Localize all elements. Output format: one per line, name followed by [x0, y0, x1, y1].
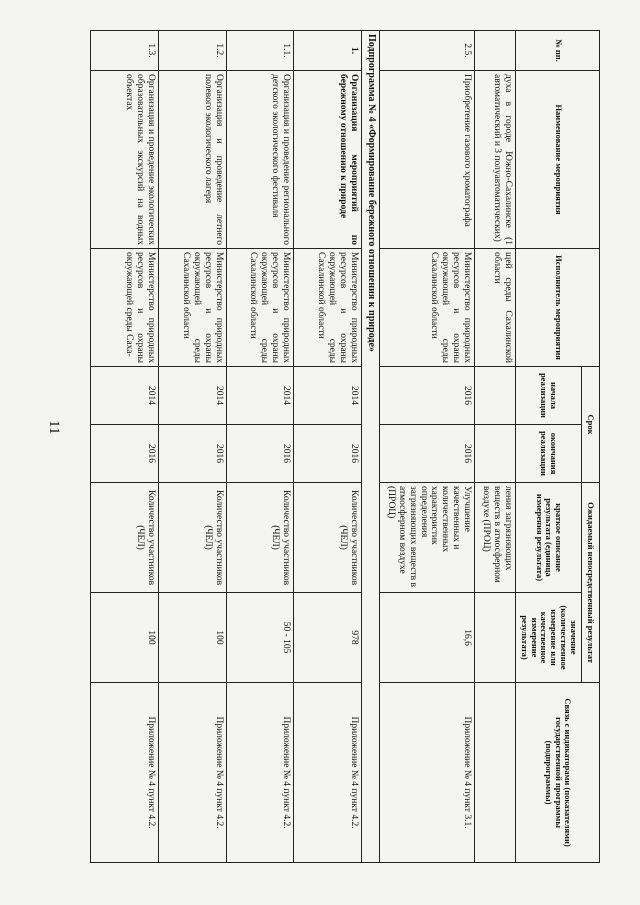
row-executor: Министерство природных ресурсов и охраны окружающей среды Саха- — [91, 249, 159, 367]
row-name: Организация и проведение летнего полевого экологического лагеря — [158, 71, 226, 249]
row-indicator — [475, 683, 516, 863]
header-term-start: начала реализации — [516, 367, 581, 425]
program-table — [90, 30, 600, 863]
table-row — [380, 31, 475, 863]
row-desc: ления загрязняющих веществ в атмосферном воздухе (ПРОЦ) — [475, 483, 516, 593]
row-indicator: Приложение № 4 пункт 4.2. — [294, 683, 362, 863]
row-name: Организация и проведение регионального детского экологического фестиваля — [226, 71, 294, 249]
row-end: 2016 — [380, 425, 475, 483]
row-indicator: Приложение № 4 пункт 3.1. — [380, 683, 475, 863]
row-end — [475, 425, 516, 483]
row-value — [475, 593, 516, 683]
row-indicator: Приложение № 4 пункт 4.2. — [226, 683, 294, 863]
row-executor: Министерство природных ресурсов и охраны окружающей среды Сахалинской области — [226, 249, 294, 367]
subprogram-row — [361, 31, 379, 863]
row-value: 50 - 105 — [226, 593, 294, 683]
row-executor: Министерство природных ресурсов и охраны окружающей среды Сахалинской области — [380, 249, 475, 367]
table-row — [294, 31, 362, 863]
row-value: 100 — [91, 593, 159, 683]
rotated-table-container — [90, 30, 600, 862]
header-result-desc: краткое описание результата (единица измерения результата) — [516, 483, 581, 593]
table-row — [91, 31, 159, 863]
row-executor: Министерство природных ресурсов и охраны окружающей среды Сахалинской области — [294, 249, 362, 367]
row-num: 1.2. — [158, 31, 226, 71]
row-name: Организация и проведение экологических образовательных экскурсий на водных объектах — [91, 71, 159, 249]
row-start: 2014 — [158, 367, 226, 425]
header-term: Срок — [581, 367, 599, 483]
page-number: 11 — [46, 420, 62, 435]
row-desc: Улучшение качественных и количественных характеристик определения загрязняющих веществ в атмосферном воздухе (ПРОЦ) — [380, 483, 475, 593]
row-end: 2016 — [158, 425, 226, 483]
row-end: 2016 — [294, 425, 362, 483]
row-name: духа в городе Южно-Сахалинске (1 автоматический и 3 полуавтоматических) — [475, 71, 516, 249]
row-indicator: Приложение № 4 пункт 4.2. — [158, 683, 226, 863]
header-name: Наименование мероприятия — [516, 71, 600, 249]
header-num: № пп. — [516, 31, 600, 71]
header-result-value: значение (количественное измерение или качественное измерение результата) — [516, 593, 581, 683]
row-end: 2016 — [226, 425, 294, 483]
row-start: 2014 — [294, 367, 362, 425]
row-desc: Количество участников (ЧЕЛ) — [294, 483, 362, 593]
row-num — [475, 31, 516, 71]
row-name: Организация мероприятий по бережному отношению к природе — [294, 71, 362, 249]
row-value: 978 — [294, 593, 362, 683]
row-value: 16,6 — [380, 593, 475, 683]
header-result: Ожидаемый непосредственный результат — [581, 483, 599, 683]
table-row — [158, 31, 226, 863]
header-term-end: окончания реализации — [516, 425, 581, 483]
row-indicator: Приложение № 4 пункт 4.2. — [91, 683, 159, 863]
row-value: 100 — [158, 593, 226, 683]
row-end: 2016 — [91, 425, 159, 483]
row-executor: Министерство природных ресурсов и охраны окружающей среды Сахалинской области — [158, 249, 226, 367]
row-start: 2014 — [91, 367, 159, 425]
row-num: 1.3. — [91, 31, 159, 71]
row-num: 1. — [294, 31, 362, 71]
row-start: 2014 — [226, 367, 294, 425]
row-desc: Количество участников (ЧЕЛ) — [158, 483, 226, 593]
header-executor: Исполнитель мероприятия — [516, 249, 600, 367]
row-desc: Количество участников (ЧЕЛ) — [91, 483, 159, 593]
header-indicator: Связь с индикаторами (показателями) государственной программы (подпрограммы) — [516, 683, 600, 863]
row-start — [475, 367, 516, 425]
row-name: Приобретение газового хроматографа — [380, 71, 475, 249]
table-row — [475, 31, 516, 863]
row-executor: щей среды Сахалинской области — [475, 249, 516, 367]
row-num: 2.5. — [380, 31, 475, 71]
row-start: 2016 — [380, 367, 475, 425]
row-desc: Количество участников (ЧЕЛ) — [226, 483, 294, 593]
subprogram-title: Подпрограмма № 4 «Формирование бережного отношения к природе» — [361, 31, 379, 863]
table-row — [226, 31, 294, 863]
row-num: 1.1. — [226, 31, 294, 71]
